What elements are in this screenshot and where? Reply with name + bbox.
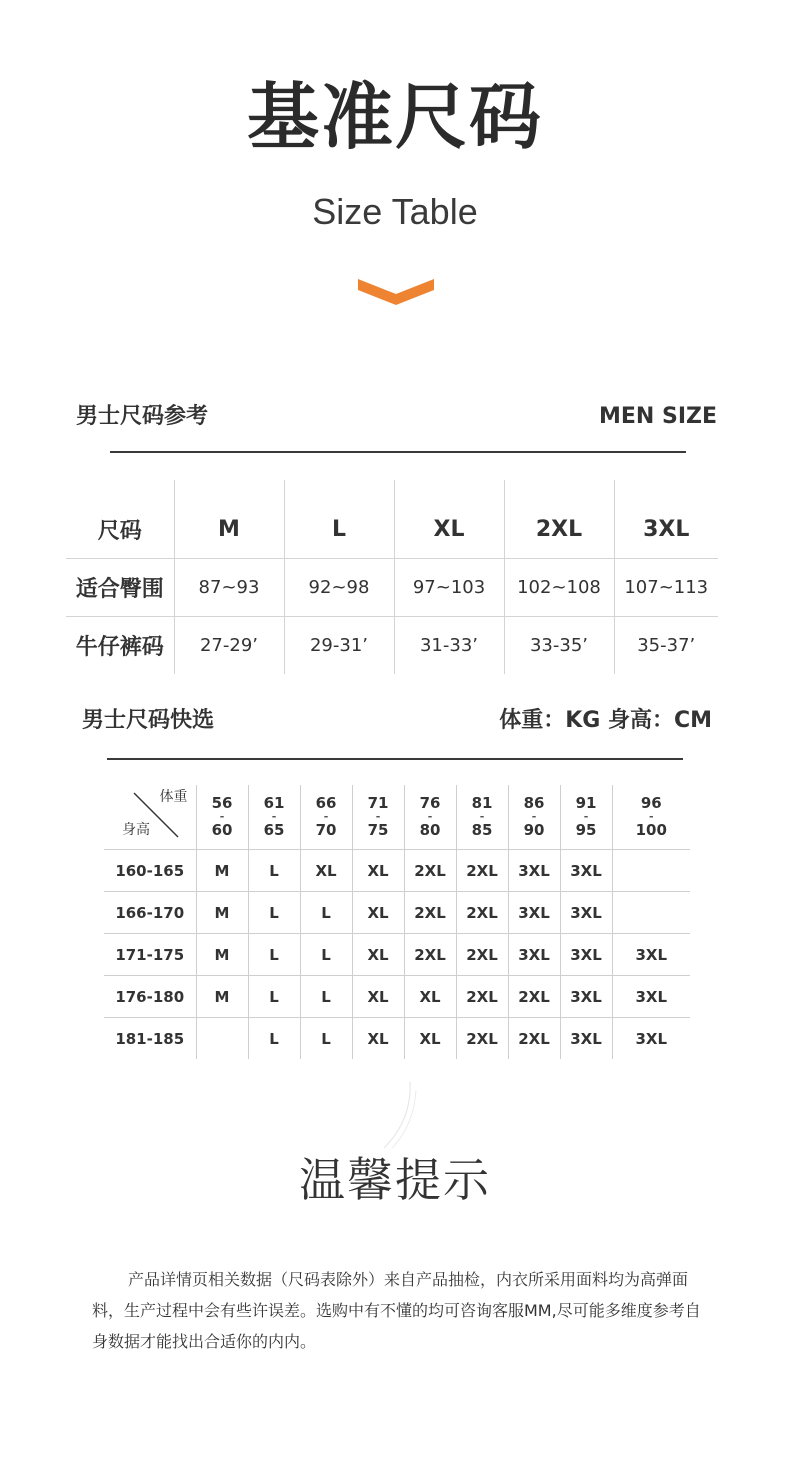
- size-cell: 3XL: [560, 934, 612, 976]
- size-cell: L: [300, 934, 352, 976]
- height-axis-label: 身高: [122, 822, 150, 838]
- size-cell: 2XL: [456, 976, 508, 1018]
- quick-select-table: [104, 785, 690, 1059]
- size-cell: L: [248, 976, 300, 1018]
- size-cell: 3XL: [560, 976, 612, 1018]
- section-divider: [107, 758, 683, 760]
- size-cell: 2XL: [456, 850, 508, 892]
- decorative-arc-icon: [380, 1080, 420, 1154]
- table-row: [104, 934, 690, 976]
- table-cell: 29-31’: [284, 617, 394, 675]
- weight-range: 81 - 85: [456, 785, 508, 850]
- height-range: 176-180: [104, 976, 196, 1018]
- size-cell: 3XL: [508, 850, 560, 892]
- size-cell: 2XL: [456, 892, 508, 934]
- row-label: 牛仔裤码: [66, 617, 174, 675]
- corner-cell: [104, 785, 196, 850]
- weight-range: 86 - 90: [508, 785, 560, 850]
- table-cell: 31-33’: [394, 617, 504, 675]
- units-label: 体重：KG 身高：CM: [499, 708, 712, 733]
- table-cell: 92~98: [284, 559, 394, 617]
- weight-range: 56 - 60: [196, 785, 248, 850]
- weight-range: 91 - 95: [560, 785, 612, 850]
- size-cell: XL: [404, 1018, 456, 1060]
- size-cell: 3XL: [508, 892, 560, 934]
- table-row: [66, 559, 718, 617]
- size-cell: 2XL: [404, 850, 456, 892]
- size-cell: 2XL: [456, 934, 508, 976]
- size-cell: M: [196, 976, 248, 1018]
- section-divider: [110, 451, 686, 453]
- size-cell: M: [196, 850, 248, 892]
- weight-range: 66 - 70: [300, 785, 352, 850]
- weight-header-row: [104, 785, 690, 850]
- size-cell: 3XL: [560, 892, 612, 934]
- size-reference-table: [66, 480, 718, 674]
- size-cell: L: [248, 892, 300, 934]
- size-cell: [612, 892, 690, 934]
- quick-select-title: 男士尺码快选: [82, 708, 215, 733]
- header-cell: M: [174, 480, 284, 559]
- size-cell: M: [196, 934, 248, 976]
- size-cell: L: [248, 1018, 300, 1060]
- men-size-title: 男士尺码参考: [76, 404, 209, 429]
- table-cell: 97~103: [394, 559, 504, 617]
- height-range: 171-175: [104, 934, 196, 976]
- size-cell: XL: [352, 934, 404, 976]
- size-cell: XL: [352, 850, 404, 892]
- table-cell: 102~108: [504, 559, 614, 617]
- size-cell: L: [248, 934, 300, 976]
- size-cell: XL: [300, 850, 352, 892]
- table-cell: 87~93: [174, 559, 284, 617]
- size-cell: [612, 850, 690, 892]
- size-cell: 2XL: [456, 1018, 508, 1060]
- chevron-down-icon: [358, 276, 434, 306]
- table-row: [66, 617, 718, 675]
- size-cell: XL: [404, 976, 456, 1018]
- tips-title: 温馨提示: [299, 1153, 491, 1207]
- size-cell: XL: [352, 892, 404, 934]
- header-cell: 2XL: [504, 480, 614, 559]
- size-cell: XL: [352, 976, 404, 1018]
- size-cell: L: [300, 976, 352, 1018]
- size-cell: 3XL: [612, 934, 690, 976]
- size-cell: 2XL: [508, 976, 560, 1018]
- page-subtitle: Size Table: [312, 191, 478, 232]
- size-header-row: [66, 480, 718, 559]
- table-cell: 27-29’: [174, 617, 284, 675]
- size-cell: 3XL: [612, 976, 690, 1018]
- table-row: [104, 892, 690, 934]
- size-cell: 2XL: [404, 892, 456, 934]
- size-cell: M: [196, 892, 248, 934]
- size-cell: 2XL: [404, 934, 456, 976]
- size-cell: [196, 1018, 248, 1060]
- header-cell: 尺码: [97, 518, 142, 544]
- size-cell: 3XL: [508, 934, 560, 976]
- size-cell: L: [300, 1018, 352, 1060]
- size-cell: 2XL: [508, 1018, 560, 1060]
- row-label: 适合臀围: [66, 559, 174, 617]
- height-range: 181-185: [104, 1018, 196, 1060]
- tips-body: 产品详情页相关数据（尺码表除外）来自产品抽检，内衣所采用面料均为高弹面料，生产过程中会有些许误差。选购中有不懂的均可咨询客服MM,尽可能多维度参考自身数据才能找出合适你的内内。: [92, 1270, 701, 1351]
- size-cell: 3XL: [560, 850, 612, 892]
- size-cell: L: [248, 850, 300, 892]
- table-cell: 33-35’: [504, 617, 614, 675]
- size-cell: 3XL: [560, 1018, 612, 1060]
- header-cell: XL: [394, 480, 504, 559]
- size-cell: L: [300, 892, 352, 934]
- table-cell: 107~113: [614, 559, 718, 617]
- size-cell: XL: [352, 1018, 404, 1060]
- table-row: [104, 1018, 690, 1060]
- size-cell: 3XL: [612, 1018, 690, 1060]
- header-cell: L: [284, 480, 394, 559]
- table-cell: 35-37’: [614, 617, 718, 675]
- weight-axis-label: 体重: [159, 789, 188, 805]
- table-row: [104, 850, 690, 892]
- height-range: 166-170: [104, 892, 196, 934]
- weight-range: 61 - 65: [248, 785, 300, 850]
- height-range: 160-165: [104, 850, 196, 892]
- table-row: [104, 976, 690, 1018]
- men-size-title-en: MEN SIZE: [598, 404, 717, 429]
- weight-range: 96 - 100: [612, 785, 690, 850]
- header-cell: 3XL: [614, 480, 718, 559]
- weight-range: 71 - 75: [352, 785, 404, 850]
- page-title: 基准尺码: [246, 75, 543, 159]
- weight-range: 76 - 80: [404, 785, 456, 850]
